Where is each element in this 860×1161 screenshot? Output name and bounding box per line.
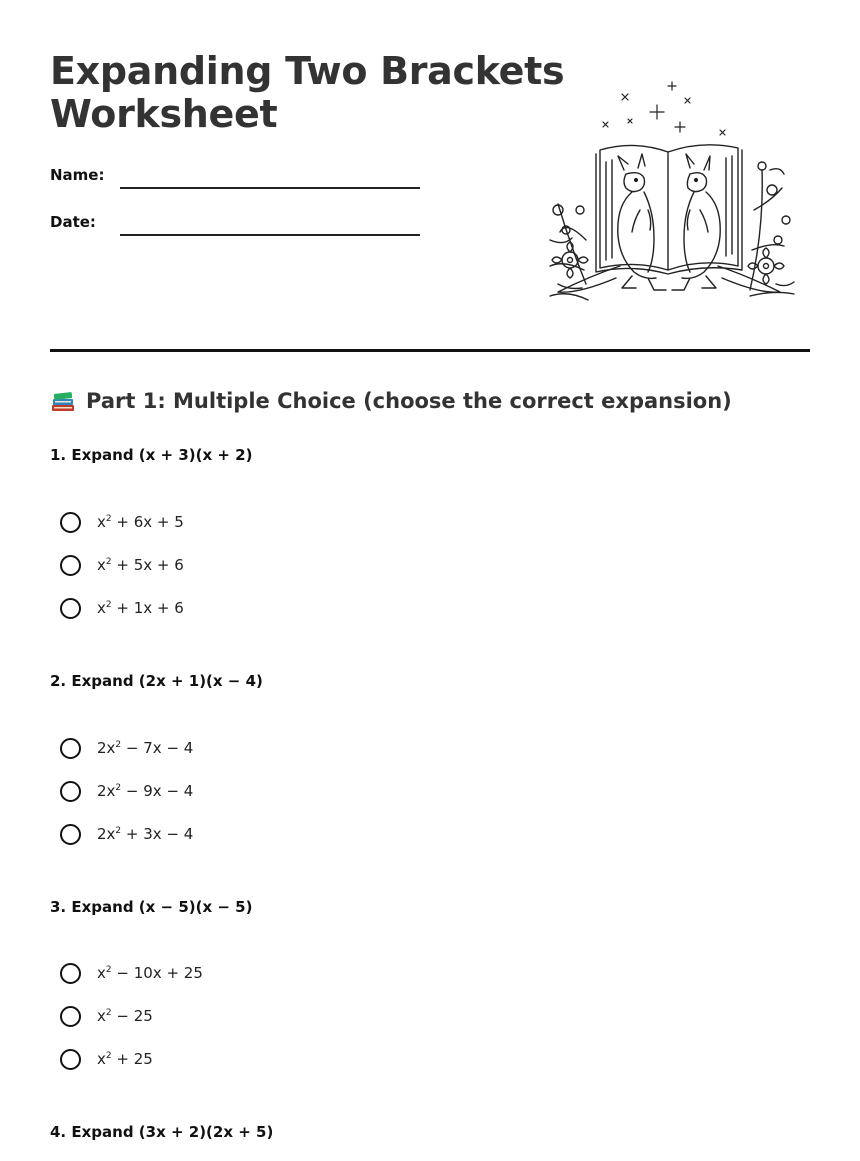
worksheet-title	[50, 50, 564, 136]
radio-button[interactable]	[60, 1006, 81, 1027]
title-line-1: Expanding Two Brackets	[50, 49, 565, 93]
option-label: $x^2 + 5x + 6$	[97, 556, 184, 574]
sparkles	[603, 82, 725, 135]
flowers-right	[748, 162, 794, 296]
radio-button[interactable]	[60, 512, 81, 533]
option-label: $x^2 + 6x + 5$	[97, 513, 184, 531]
option-label: $2x^2 - 9x - 4$	[97, 782, 194, 800]
q2-option-a[interactable]	[60, 735, 193, 761]
books-icon	[50, 388, 76, 414]
name-field-line[interactable]	[120, 187, 420, 189]
q1-option-a[interactable]	[60, 509, 184, 535]
q1-option-c[interactable]	[60, 595, 184, 621]
section-divider	[50, 349, 810, 352]
radio-button[interactable]	[60, 824, 81, 845]
q2-option-b[interactable]	[60, 778, 193, 804]
q3-option-c[interactable]	[60, 1046, 153, 1072]
question-1: 1. Expand (x + 3)(x + 2)	[50, 446, 253, 464]
title-line-2: Worksheet	[50, 92, 278, 136]
radio-button[interactable]	[60, 738, 81, 759]
q3-option-b[interactable]	[60, 1003, 153, 1029]
open-book	[596, 145, 742, 274]
question-2: 2. Expand (2x + 1)(x − 4)	[50, 672, 263, 690]
part1-heading-text: Part 1: Multiple Choice (choose the correct expansion)	[86, 389, 732, 413]
radio-button[interactable]	[60, 598, 81, 619]
date-field-line[interactable]	[120, 234, 420, 236]
radio-button[interactable]	[60, 781, 81, 802]
question-4: 4. Expand (3x + 2)(2x + 5)	[50, 1123, 274, 1141]
option-label: $2x^2 + 3x - 4$	[97, 825, 194, 843]
option-label: $2x^2 - 7x - 4$	[97, 739, 194, 757]
option-label: $x^2 + 25$	[97, 1050, 153, 1068]
part1-heading	[50, 388, 732, 414]
radio-button[interactable]	[60, 963, 81, 984]
flowers-left	[550, 204, 588, 300]
name-label: Name:	[50, 166, 105, 184]
q2-option-c[interactable]	[60, 821, 193, 847]
radio-button[interactable]	[60, 1049, 81, 1070]
option-label: $x^2 - 25$	[97, 1007, 153, 1025]
question-3: 3. Expand (x − 5)(x − 5)	[50, 898, 253, 916]
kangaroo-book-illustration	[540, 70, 810, 310]
date-label: Date:	[50, 213, 96, 231]
q1-option-b[interactable]	[60, 552, 184, 578]
radio-button[interactable]	[60, 555, 81, 576]
option-label: $x^2 - 10x + 25$	[97, 964, 203, 982]
q3-option-a[interactable]	[60, 960, 203, 986]
option-label: $x^2 + 1x + 6$	[97, 599, 184, 617]
